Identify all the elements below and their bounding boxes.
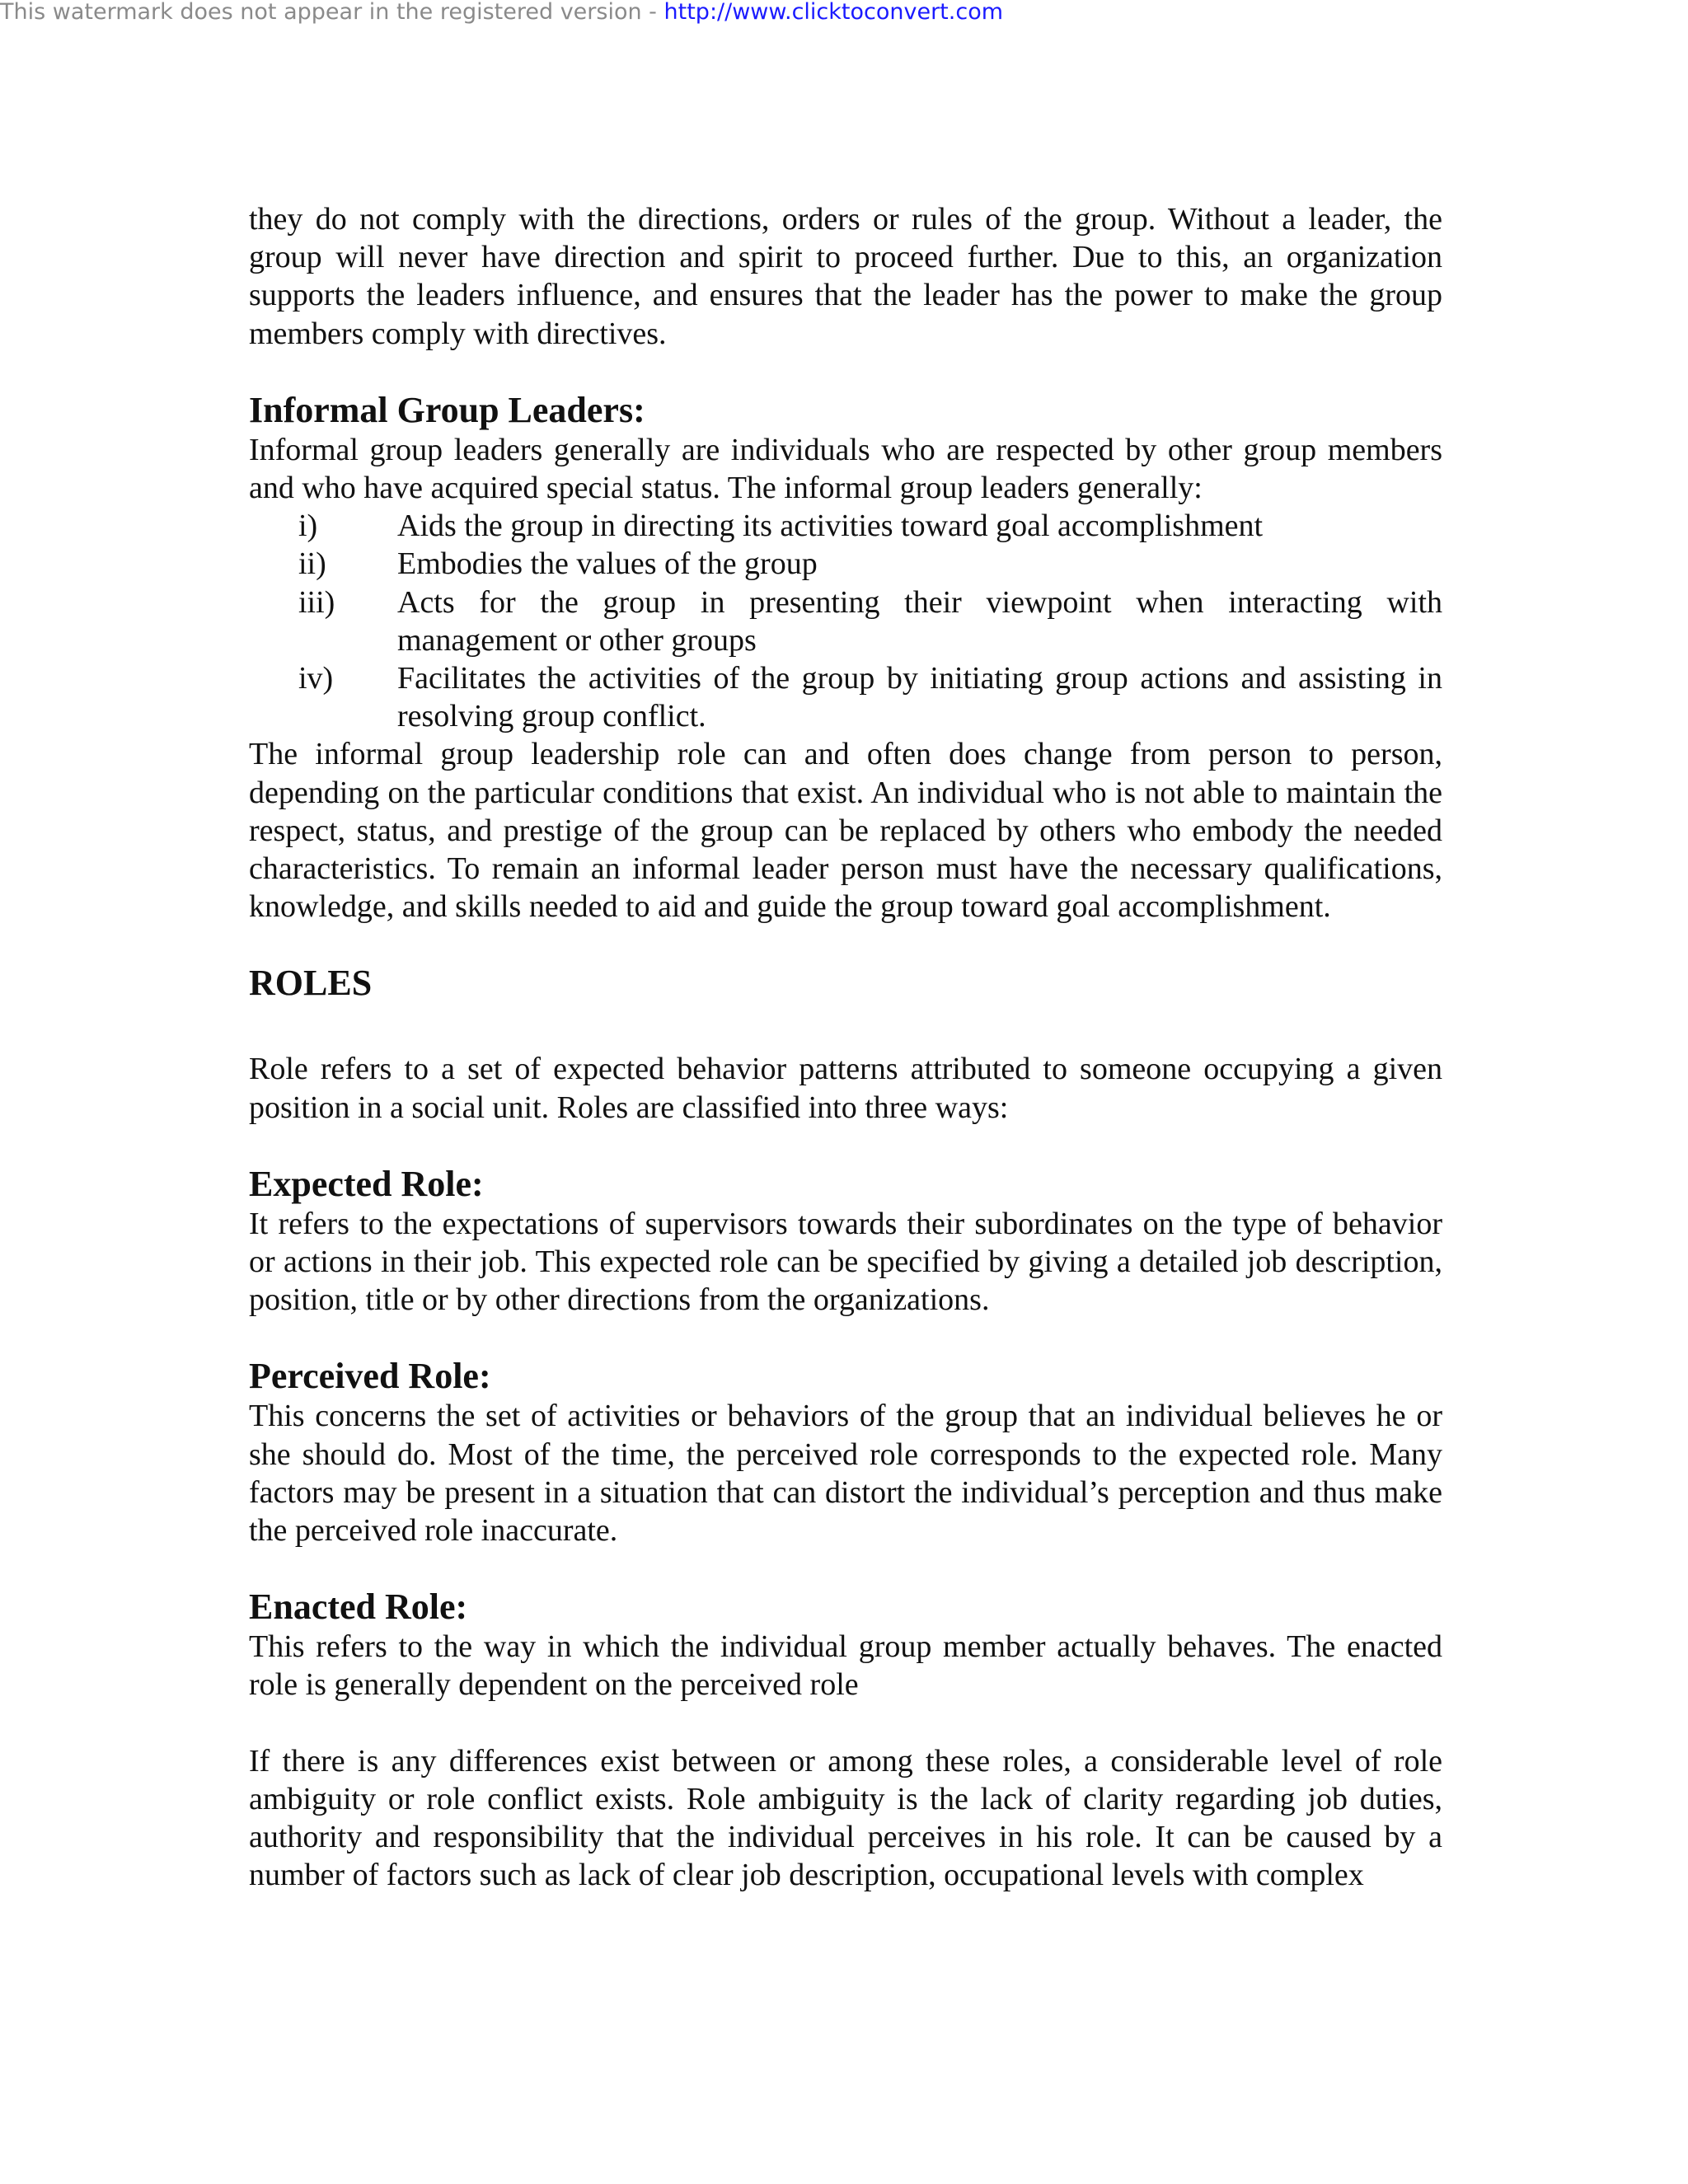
- list-item-number: i): [298, 509, 318, 544]
- informal-leader-list: [249, 507, 1442, 735]
- role-ambiguity-paragraph: If there is any differences exist between or among these roles, a considerable level of role ambiguity or role conflict exists. Role ambiguity is the lack of clarity regarding job duties, authority and responsibility that the individual perceives in his role. It can be caused by a number of factors such as lack of clear job description, occupational levels with complex: [249, 1743, 1442, 1893]
- list-item-text: Aids the group in directing its activities toward goal accomplishment: [397, 509, 1264, 544]
- list-item-text: Acts for the group in presenting their viewpoint when interacting with management or other groups: [397, 584, 1442, 658]
- perceived-role-heading: Perceived Role:: [249, 1356, 491, 1397]
- roles-heading: ROLES: [249, 963, 373, 1004]
- list-item-number: iv): [298, 661, 334, 696]
- roles-intro-paragraph: Role refers to a set of expected behavior patterns attributed to someone occupying a given position in a social unit. Roles are classified into three ways:: [249, 1052, 1442, 1125]
- enacted-role-heading: Enacted Role:: [249, 1586, 468, 1628]
- watermark-banner: [0, 0, 1003, 25]
- expected-role-paragraph: It refers to the expectations of supervisors towards their subordinates on the type of behavior or actions in their job. This expected role can be specified by giving a detailed job description, position, title or by other directions from the organizations.: [249, 1206, 1442, 1318]
- list-item-number: iii): [298, 584, 335, 620]
- informal-group-leaders-heading: Informal Group Leaders:: [249, 389, 645, 430]
- list-item-text: Facilitates the activities of the group by initiating group actions and assisting in resolving group conflict.: [397, 661, 1442, 734]
- list-item: [249, 545, 1442, 583]
- watermark-link[interactable]: http://www.clicktoconvert.com: [663, 0, 1004, 25]
- list-item-text: Embodies the values of the group: [397, 546, 818, 582]
- list-item-number: ii): [298, 546, 326, 582]
- informal-closing-paragraph: The informal group leadership role can and often does change from person to person, depending on the particular conditions that exist. An individual who is not able to maintain the respect, status, and prestige of the group can be replaced by others who embody the needed characteristics. To remain an informal leader person must have the necessary qualifications, knowledge, and skills needed to aid and guide the group toward goal accomplishment.: [249, 737, 1442, 925]
- list-item: [249, 507, 1442, 545]
- expected-role-heading: Expected Role:: [249, 1163, 484, 1204]
- list-item: [249, 583, 1442, 659]
- perceived-role-paragraph: This concerns the set of activities or behaviors of the group that an individual believes he or she should do. Most of the time, the perceived role corresponds to the expected role. Many factors may be present in a situation that can distort the individual’s perception and thus make the perceived role inaccurate.: [249, 1399, 1442, 1549]
- document-page: [249, 200, 1442, 1895]
- intro-paragraph: they do not comply with the directions, orders or rules of the group. Without a leader, the group will never have direction and spirit to proceed further. Due to this, an organization supports the leaders influence, and ensures that the leader has the power to make the group members comply with directives.: [249, 202, 1442, 351]
- informal-intro-paragraph: Informal group leaders generally are individuals who are respected by other group members and who have acquired special status. The informal group leaders generally:: [249, 432, 1442, 506]
- enacted-role-paragraph: This refers to the way in which the individual group member actually behaves. The enacted role is generally dependent on the perceived role: [249, 1629, 1442, 1703]
- watermark-text: This watermark does not appear in the registered version -: [0, 0, 664, 25]
- list-item: [249, 659, 1442, 735]
